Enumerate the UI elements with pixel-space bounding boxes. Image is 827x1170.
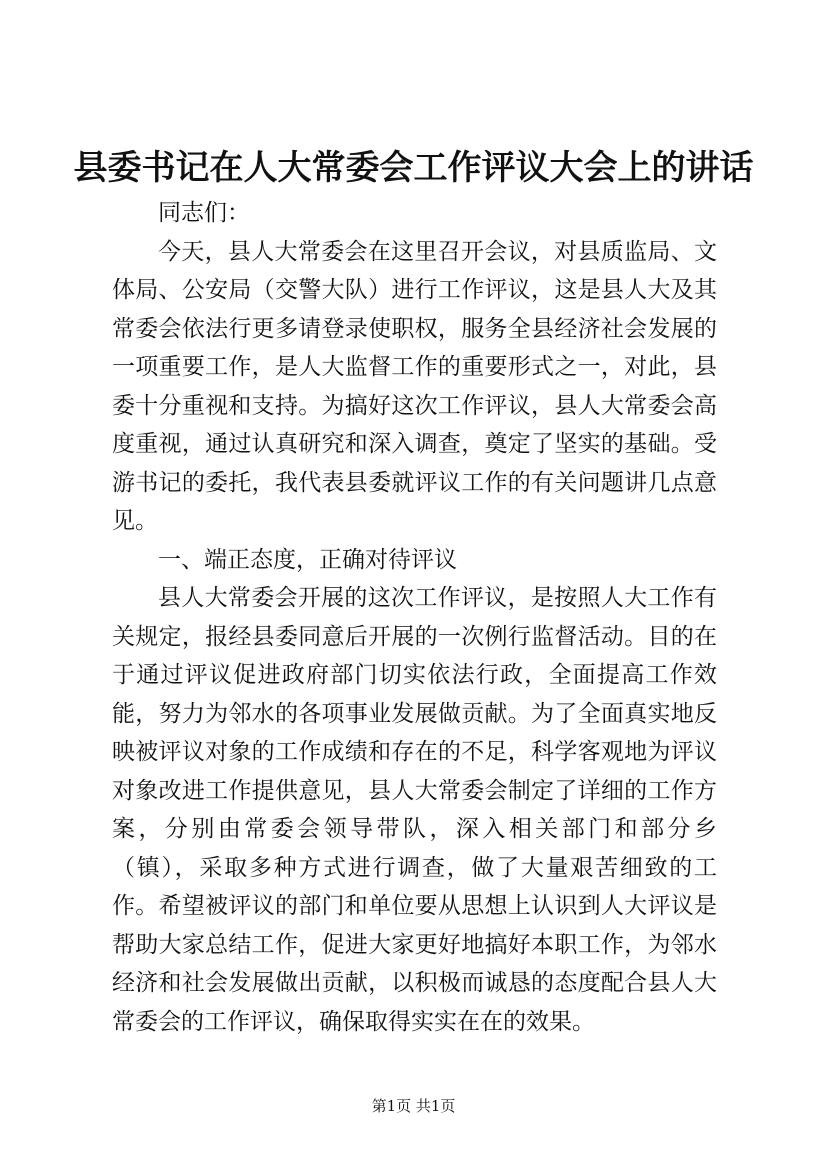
intro-paragraph: 今天，县人大常委会在这里召开会议，对县质监局、文体局、公安局（交警大队）进行工作评议，这是县人大及其常委会依法行更多请登录使职权，服务全县经济社会发展的一项重要工作，是人大监督工作的重要形式之一，对此，县委十分重视和支持。为搞好这次工作评议，县人大常委会高度重视，通过认真研究和深入调查，奠定了坚实的基础。受游书记的委托，我代表县委就评议工作的有关问题讲几点意见。 [112, 238, 717, 534]
salutation-paragraph: 同志们： [158, 200, 250, 226]
section-heading: 一、端正态度，正确对待评议 [158, 546, 457, 573]
section-paragraph: 县人大常委会开展的这次工作评议，是按照人大工作有关规定，报经县委同意后开展的一次例行监督活动。目的在于通过评议促进政府部门切实依法行政，全面提高工作效能，努力为邻水的各项事业发展做贡献。为了全面真实地反映被评议对象的工作成绩和存在的不足，科学客观地为评议对象改进工作提供意见，县人大常委会制定了详细的工作方案，分别由常委会领导带队，深入相关部门和部分乡（镇），采取多种方式进行调查，做了大量艰苦细致的工作。希望被评议的部门和单位要从思想上认识到人大评议是帮助大家总结工作，促进大家更好地搞好本职工作，为邻水经济和社会发展做出贡献，以积极而诚恳的态度配合县人大常委会的工作评议，确保取得实实在在的效果。 [112, 585, 717, 1035]
document-title: 县委书记在人大常委会工作评议大会上的讲话 [73, 148, 754, 188]
document-body [112, 194, 717, 1041]
page-footer: 第1页 共1页 [371, 1097, 456, 1115]
